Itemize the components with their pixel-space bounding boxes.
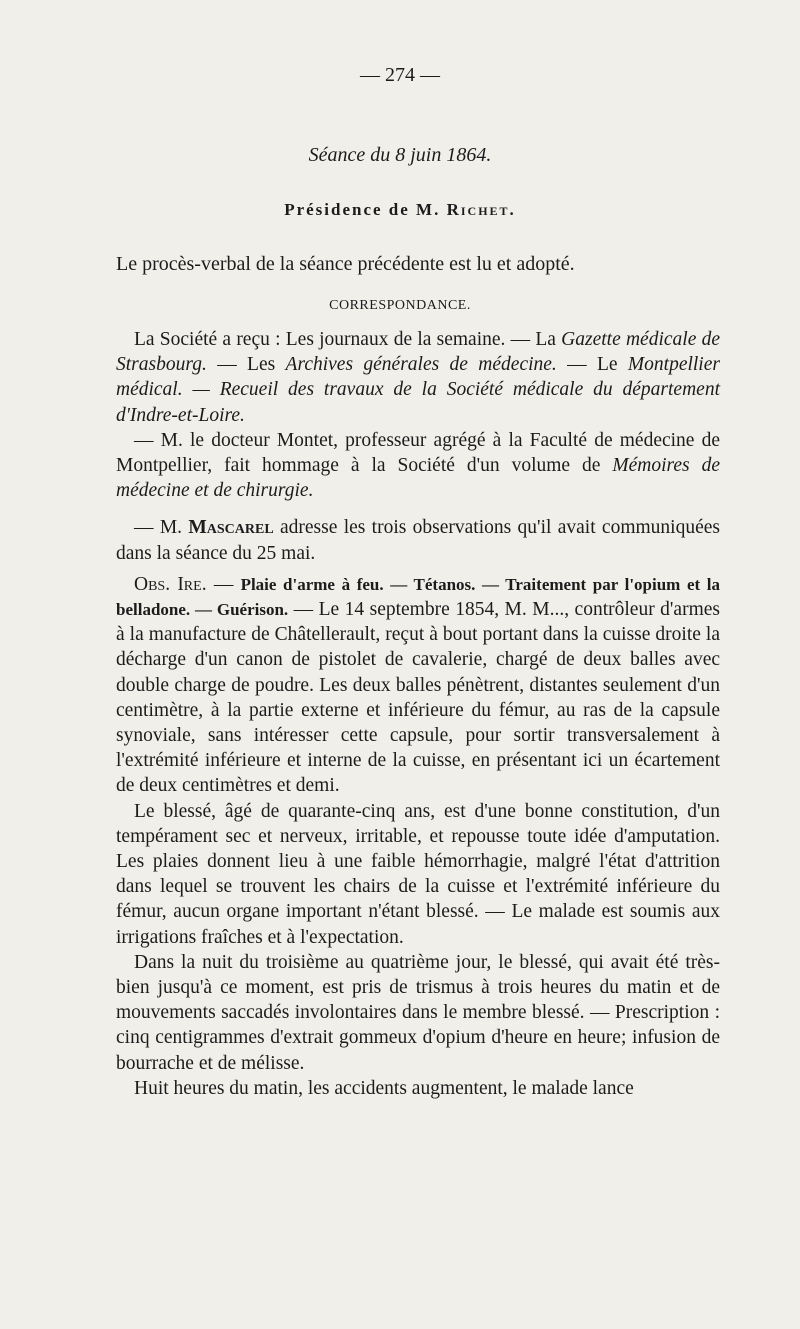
para1-text-3: — Le — [556, 354, 628, 376]
para3-text-1: — M. — [134, 517, 189, 539]
paragraph-correspondance — [116, 327, 720, 428]
proces-verbal-block — [116, 252, 720, 277]
seance-prefix: Séance du — [308, 144, 396, 166]
main-text — [116, 327, 720, 1101]
paragraph-huit-heures: Huit heures du matin, les accidents augmentent, le malade lance — [134, 1077, 634, 1099]
mascarel-name: Mascarel — [188, 517, 274, 539]
para1-text-1: La Société a reçu : Les journaux de la semaine. — La — [134, 329, 562, 350]
para2-text: — M. le docteur Montet, professeur agrégé à la Faculté de médecine de Montpellier, fait hommage à la Société d'un volume de — [116, 429, 720, 477]
paragraph-observation — [116, 572, 720, 799]
correspondance-heading: CORRESPONDANCE. — [329, 298, 471, 313]
para1-gazette: Gazette médicale de Strasbourg. — [116, 329, 720, 376]
para3-text-2: adresse les trois observations qu'il avait communiquées dans la séance du 25 mai. — [116, 517, 720, 564]
proces-verbal: Le procès-verbal de la séance précédente est lu et adopté. — [116, 253, 575, 275]
seance-date: 8 juin 1864. — [395, 144, 492, 166]
presidence-prefix: Présidence de M. — [284, 200, 447, 219]
president-name: Richet. — [446, 200, 516, 219]
obs-label: Obs. Ire. — — [134, 573, 241, 595]
page-number: — 274 — — [360, 64, 440, 86]
para1-text-2: — Les — [206, 354, 286, 376]
para1-montpellier: Montpellier médical. — Recueil des travaux de la Société médicale du département d'Indre-et-Loire. — [116, 354, 720, 426]
paragraph-blesse: Le blessé, âgé de quarante-cinq ans, est d'une bonne constitution, d'un tempérament sec et nerveux, irritable, et repousse toute idée d'amputation. Les plaies donnent lieu à une faible hémorrhagie, malgré l'état d'attrition dans lequel se trouvent les chairs de la cuisse et l'extrémité inférieure du fémur, aucun organe important n'étant blessé. — Le malade est soumis aux irrigations fraîches et à l'expectation. — [116, 800, 720, 948]
obs-title: Plaie d'arme à feu. — Tétanos. — Traitement par l'opium et la belladone. — Guérison. — [116, 574, 720, 620]
obs-text: — Le 14 septembre 1854, M. M..., contrôleur d'armes à la manufacture de Châtellerault, reçut à bout portant dans la cuisse droite la décharge d'un canon de pistolet de cavalerie, chargé de deux balles avec double charge de poudre. Les deux balles pénètrent, distantes seulement d'un centimètre, à la partie externe et inférieure du fémur, au ras de la capsule synoviale, sans intéresser cette capsule, pour sortir transversalement à l'extrémité inférieure et interne de la cuisse, en présentant ici un écartement de deux centimètres et demi. — [116, 599, 720, 797]
presidence-heading — [0, 200, 800, 220]
paragraph-nuit: Dans la nuit du troisième au quatrième jour, le blessé, qui avait été très-bien jusqu'à ce moment, est pris de trismus à trois heures du matin et de mouvements saccadés involontaires dans le membre blessé. — Prescription : cinq centigrammes d'extrait gommeux d'opium d'heure en heure; infusion de bourrache et de mélisse. — [116, 951, 720, 1074]
paragraph-mascarel — [116, 515, 720, 565]
paragraph-montet — [116, 428, 720, 504]
para1-archives: Archives générales de médecine. — [285, 354, 557, 376]
para2-memoires: Mémoires de médecine et de chirurgie. — [116, 455, 720, 502]
seance-heading — [0, 144, 800, 167]
